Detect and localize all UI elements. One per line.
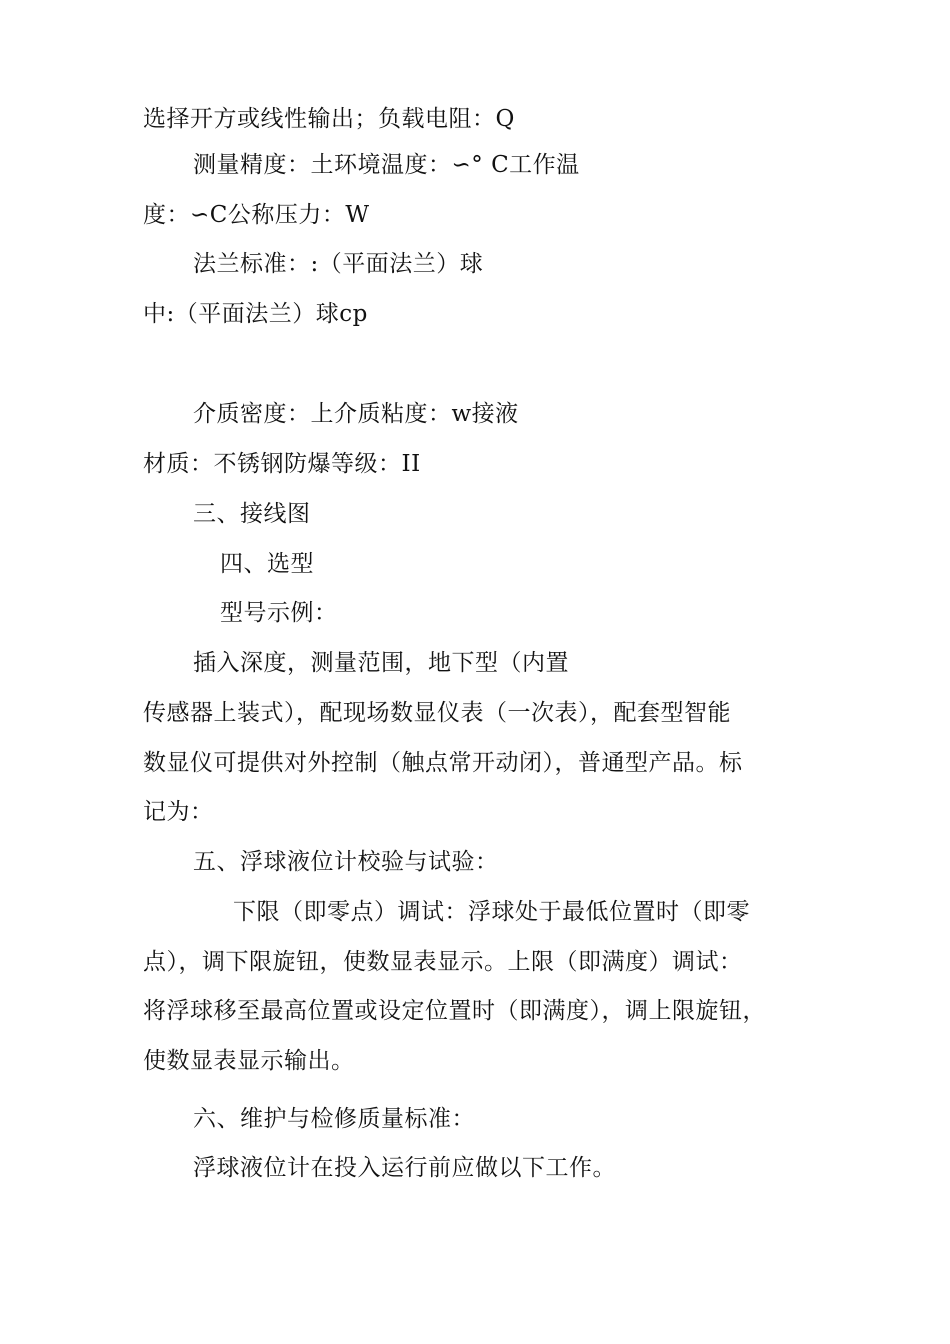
section-heading-maintenance: 六、维护与检修质量标准： xyxy=(193,1106,475,1132)
text-line-pressure: 度：∽C公称压力：W xyxy=(143,202,370,228)
text-line-medium-density: 介质密度：上介质粘度：w接液 xyxy=(193,401,519,427)
text-line-marked-as: 记为： xyxy=(143,799,214,825)
text-line-display-output: 使数显表显示输出。 xyxy=(143,1048,355,1074)
text-line-move-float: 将浮球移至最高位置或设定位置时（即满度），调上限旋钮， xyxy=(143,998,766,1024)
text-line-lower-limit: 下限（即零点）调试：浮球处于最低位置时（即零 xyxy=(233,899,750,925)
text-line-flange-ball: 中:（平面法兰）球cp xyxy=(143,301,368,327)
section-heading-selection: 四、选型 xyxy=(220,551,314,577)
text-line-accuracy: 测量精度：土环境温度：∽° C工作温 xyxy=(193,152,580,178)
text-line-sensor-mount: 传感器上装式），配现场数显仪表（一次表），配套型智能 xyxy=(143,700,731,726)
text-line-display-control: 数显仪可提供对外控制（触点常开动闭），普通型产品。标 xyxy=(143,750,743,776)
section-heading-calibration: 五、浮球液位计校验与试验： xyxy=(193,849,499,875)
text-line-flange-standard: 法兰标准：:（平面法兰）球 xyxy=(193,251,484,277)
text-line-material: 材质：不锈钢防爆等级：II xyxy=(143,451,421,477)
section-heading-wiring: 三、接线图 xyxy=(193,501,311,527)
text-line-before-operation: 浮球液位计在投入运行前应做以下工作。 xyxy=(193,1155,616,1181)
text-line-model-example: 型号示例： xyxy=(220,600,338,626)
text-line-insertion-depth: 插入深度，测量范围，地下型（内置 xyxy=(193,650,569,676)
text-line-output-load: 选择开方或线性输出；负载电阻：Q xyxy=(143,106,515,132)
text-line-upper-limit: 点），调下限旋钮，使数显表显示。上限（即满度）调试： xyxy=(143,949,743,975)
